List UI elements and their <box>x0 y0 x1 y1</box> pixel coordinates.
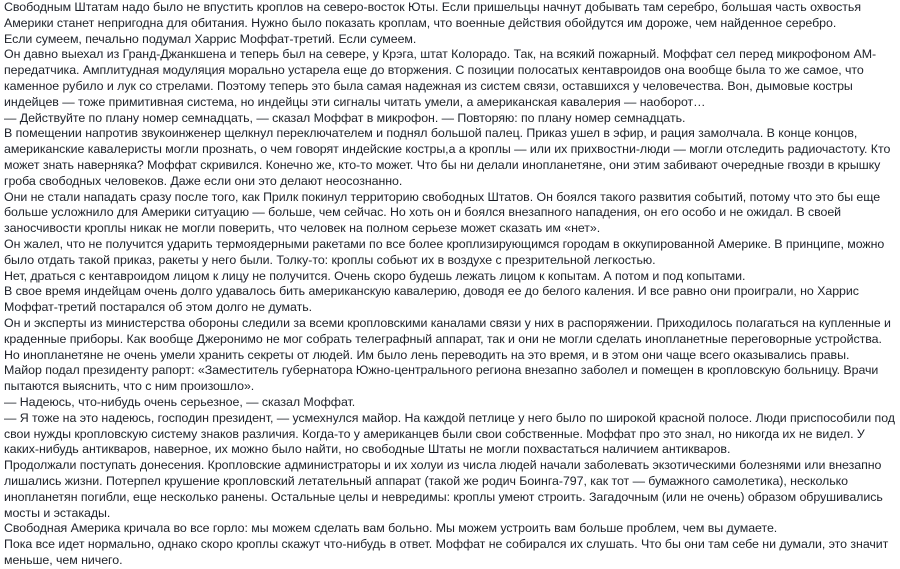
paragraph: Нет, драться с кентавроидом лицом к лицу не получится. Очень скоро будешь лежать лицом к копытам. А потом и под копытами. <box>4 268 746 283</box>
paragraph: Майор подал президенту рапорт: «Заместитель губернатора Южно-центрального региона внезапно заболел и помещен в кропловскую больницу. Врачи пытаются выяснить, что с ним произошло». <box>4 363 879 394</box>
paragraph: Продолжали поступать донесения. Кропловские администраторы и их холуи из числа людей начали заболевать экзотическими болезнями или внезапно лишались жизни. Потерпел крушение кропловский летательный аппарат (такой же родич Боинга-797, как тот — бумажного самолетика), несколько инопланетян погибли, еще несколько ранены. Остальные целы и невредимы: кроплы умеют строить. Загадочным (или не очень) образом обрушивались мосты и эстакады. <box>4 458 883 520</box>
paragraph: В помещении напротив звукоинженер щелкнул переключателем и поднял большой палец. Приказ ушел в эфир, и рация замолчала. В конце концов, американские кавалеристы могли прознать, о чем говорят индейские костры,а а кроплы — или их прихвостни-люди — могли отследить радиочастоту. Кто может знать наверняка? Моффат скривился. Конечно же, кто-то может. Что бы ни делали инопланетяне, они этим забивают очередные гвозди в крышку гроба свободных человеков. Даже если они это делают неосознанно. <box>4 126 891 188</box>
paragraph: Они не стали нападать сразу после того, как Прилк покинул территорию свободных Штатов. Он боялся такого развития событий, потому что это бы еще больше усложнило для Америки ситуацию — больше, чем сейчас. Но хоть он и боялся внезапного нападения, он его особо и не ожидал. В своей заносчивости кроплы никак не могли поверить, что человек на полном серьезе может сказать им «нет». <box>4 189 881 236</box>
paragraph: Пока все идет нормально, однако скоро кроплы скажут что-нибудь в ответ. Моффат не собирался их слушать. Что бы они там себе ни думали, это значит меньше, чем ничего. <box>4 537 889 567</box>
paragraph: В свое время индейцам очень долго удавалось бить американскую кавалерию, доводя ее до белого каления. И все равно они проиграли, но Харрис Моффат-третий постарался об этом долго не думать. <box>4 284 859 315</box>
paragraph: Он жалел, что не получится ударить термоядерными ракетами по все более кроплизирующимся городам в оккупированной Америке. В принципе, можно было отдать такой приказ, ракеты у него были. Толку-то: кроплы собьют их в воздухе с презрительной легкостью. <box>4 236 885 267</box>
paragraph: — Действуйте по плану номер семнадцать, — сказал Моффат в микрофон. — Повторяю: по плану номер семнадцать. <box>4 110 686 125</box>
paragraph: Свободная Америка кричала во все горло: мы можем сделать вам больно. Мы можем устроить вам больше проблем, чем вы думаете. <box>4 521 778 536</box>
paragraph: Он давно выехал из Гранд-Джанкшена и теперь был на севере, у Крэга, штат Колорадо. Так, на всякий пожарный. Моффат сел перед микрофоном АМ-передатчика. Амплитудная модуляция морально устарела еще до вторжения. С позиции полосатых кентавроидов она вообще была то же самое, что каменное рубило и лук со стрелами. Поэтому теперь это была самая надежная из систем связи, оставшихся у человечества. Вон, дымовые костры индейцев — тоже примитивная система, но индейцы эти сигналы читать умели, а американская кавалерия — наоборот… <box>4 47 877 109</box>
paragraph: Свободным Штатам надо было не впустить кроплов на северо-восток Юты. Если пришельцы начнут добывать там серебро, большая часть охвостья Америки станет непригодна для обитания. Нужно было показать кроплам, что военные действия обойдутся им дороже, чем найденное серебро. <box>4 0 861 30</box>
paragraph: Он и эксперты из министерства обороны следили за всеми кропловскими каналами связи у них в распоряжении. Приходилось полагаться на купленные и краденные приборы. Как вообще Джеронимо не мог собрать телеграфный аппарат, так и они не могли сделать инопланетные переговорные устройства. Но инопланетяне не очень умели хранить секреты от людей. Им было лень переводить на это время, и в этом они чаще всего оказывались правы. <box>4 315 891 362</box>
paragraph: — Я тоже на это надеюсь, господин президент, — усмехнулся майор. На каждой петлице у него было по широкой красной полосе. Люди приспособили под свои нужды кропловскую систему знаков различия. Когда-то у американцев были свои собственные. Моффат про это знал, но никогда их не видел. У каких-нибудь антикваров, наверное, их можно было найти, но свободные Штаты не могли похвастаться наличием антикваров. <box>4 410 895 457</box>
paragraph: — Надеюсь, что-нибудь очень серьезное, — сказал Моффат. <box>4 394 356 409</box>
paragraph: Если сумеем, печально подумал Харрис Моффат-третий. Если сумеем. <box>4 31 417 46</box>
